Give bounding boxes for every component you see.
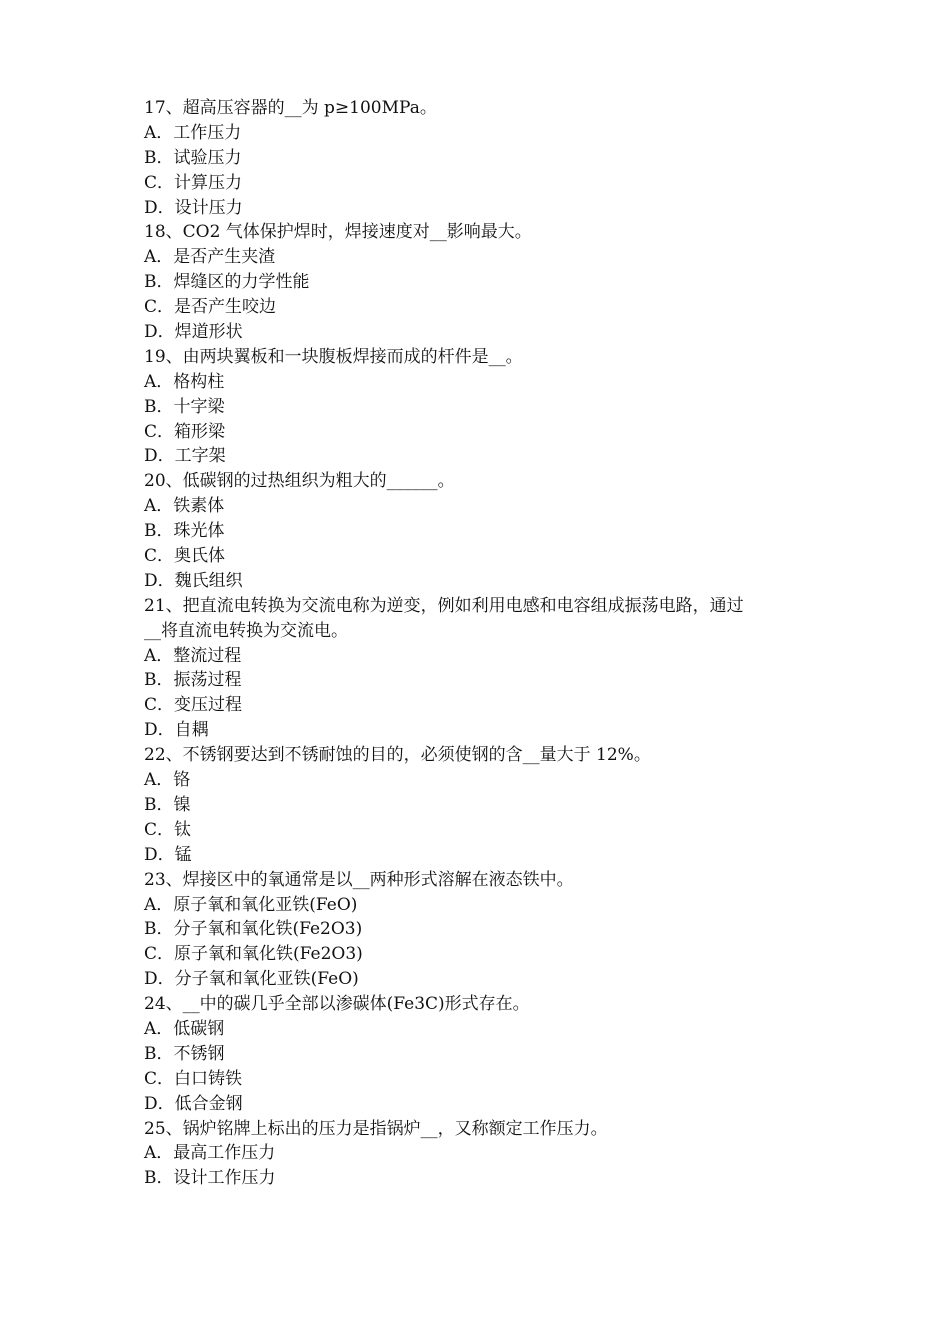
option-c: C．箱形梁 xyxy=(144,421,226,442)
option-a: A．最高工作压力 xyxy=(144,1143,276,1164)
option-c: C．是否产生咬边 xyxy=(144,297,277,318)
option-d: D．锰 xyxy=(144,844,192,865)
question-25-text: 25、锅炉铭牌上标出的压力是指锅炉__，又称额定工作压力。 xyxy=(144,1118,608,1139)
question-24-text: 24、__中的碳几乎全部以渗碳体(Fe3C)形式存在。 xyxy=(144,994,530,1015)
question-17-text: 17、超高压容器的__为 p≥100MPa。 xyxy=(144,98,437,118)
option-a: A．低碳钢 xyxy=(144,1018,225,1039)
option-b: B．试验压力 xyxy=(144,147,242,168)
option-c: C．奥氏体 xyxy=(144,546,226,567)
option-b: B．振荡过程 xyxy=(144,670,242,691)
option-b: B．焊缝区的力学性能 xyxy=(144,272,310,293)
option-c: C．钛 xyxy=(144,819,192,840)
question-18-text: 18、CO2 气体保护焊时，焊接速度对__影响最大。 xyxy=(144,222,532,243)
option-c: C．白口铸铁 xyxy=(144,1068,243,1089)
option-c: C．原子氧和氧化铁(Fe2O3) xyxy=(144,944,363,965)
option-b: B．镍 xyxy=(144,794,191,815)
option-d: D．魏氏组织 xyxy=(144,570,243,591)
option-d: D．自耦 xyxy=(144,720,209,741)
question-21-text: 21、把直流电转换为交流电称为逆变，例如利用电感和电容组成振荡电路，通过 xyxy=(144,595,744,616)
question-19-text: 19、由两块翼板和一块腹板焊接而成的杆件是__。 xyxy=(144,346,523,367)
option-b: B．分子氧和氧化铁(Fe2O3) xyxy=(144,919,363,940)
option-a: A．原子氧和氧化亚铁(FeO) xyxy=(144,894,358,915)
option-c: C．计算压力 xyxy=(144,172,243,193)
question-21-text-continued: __将直流电转换为交流电。 xyxy=(144,620,348,641)
option-b: B．设计工作压力 xyxy=(144,1168,276,1189)
option-d: D．焊道形状 xyxy=(144,322,243,343)
question-22-text: 22、不锈钢要达到不锈耐蚀的目的，必须使钢的含__量大于 12%。 xyxy=(144,745,651,766)
option-d: D．低合金钢 xyxy=(144,1093,243,1114)
option-b: B．不锈钢 xyxy=(144,1043,225,1064)
option-b: B．珠光体 xyxy=(144,521,225,542)
question-23-text: 23、焊接区中的氧通常是以__两种形式溶解在液态铁中。 xyxy=(144,869,574,890)
option-a: A．格构柱 xyxy=(144,371,225,392)
option-c: C．变压过程 xyxy=(144,695,243,716)
question-20-text: 20、低碳钢的过热组织为粗大的______。 xyxy=(144,471,455,492)
option-a: A．铁素体 xyxy=(144,496,225,517)
option-d: D．设计压力 xyxy=(144,197,243,218)
option-a: A．铬 xyxy=(144,770,191,791)
option-b: B．十字梁 xyxy=(144,396,225,417)
option-a: A．是否产生夹渣 xyxy=(144,247,276,268)
option-a: A．工作压力 xyxy=(144,122,242,143)
question-list xyxy=(144,96,824,1191)
option-a: A．整流过程 xyxy=(144,645,242,666)
option-d: D．分子氧和氧化亚铁(FeO) xyxy=(144,969,359,990)
option-d: D．工字架 xyxy=(144,446,226,467)
